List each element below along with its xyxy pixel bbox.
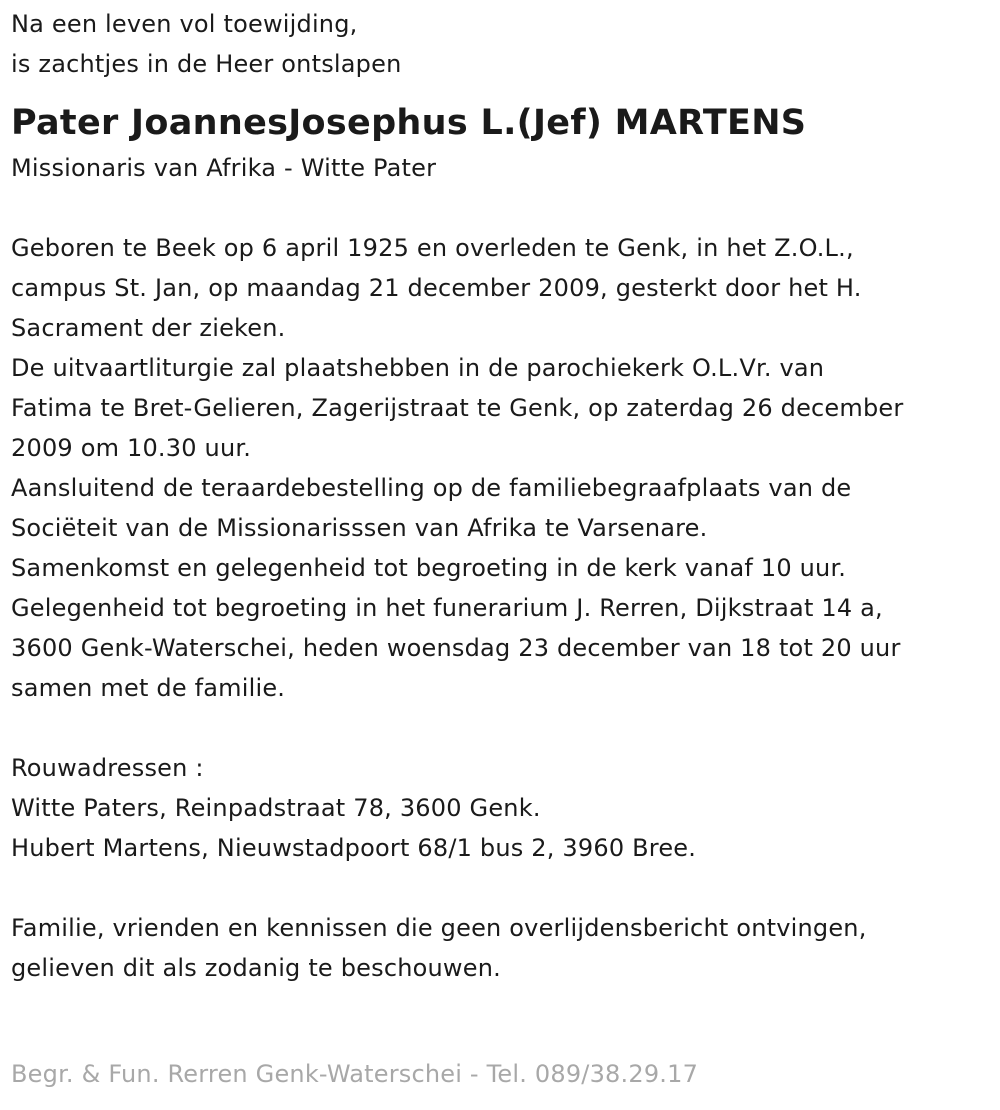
body-line: 2009 om 10.30 uur.: [11, 434, 252, 462]
addresses-heading: Rouwadressen :: [11, 754, 204, 782]
intro-line: Na een leven vol toewijding,: [11, 10, 358, 38]
body-line: Samenkomst en gelegenheid tot begroeting in de kerk vanaf 10 uur.: [11, 554, 847, 582]
spacer: [11, 708, 991, 748]
body-text: [11, 228, 991, 708]
intro-text: [11, 4, 991, 84]
intro-line: is zachtjes in de Heer ontslapen: [11, 50, 402, 78]
funeral-home-footer: Begr. & Fun. Rerren Genk-Waterschei - Tel. 089/38.29.17: [11, 1060, 699, 1088]
closing-line: Familie, vrienden en kennissen die geen overlijdensbericht ontvingen,: [11, 914, 867, 942]
body-line: De uitvaartliturgie zal plaatshebben in de parochiekerk O.L.Vr. van: [11, 354, 825, 382]
body-line: Fatima te Bret-Gelieren, Zagerijstraat te Genk, op zaterdag 26 december: [11, 394, 904, 422]
body-line: Geboren te Beek op 6 april 1925 en overleden te Genk, in het Z.O.L.,: [11, 234, 854, 262]
body-line: Sociëteit van de Missionarisssen van Afrika te Varsenare.: [11, 514, 708, 542]
body-line: campus St. Jan, op maandag 21 december 2009, gesterkt door het H.: [11, 274, 862, 302]
spacer: [11, 188, 991, 228]
deceased-name: Pater JoannesJosephus L.(Jef) MARTENS: [11, 103, 807, 143]
deceased-title: Missionaris van Afrika - Witte Pater: [11, 154, 437, 182]
spacer: [11, 868, 991, 908]
body-line: Sacrament der zieken.: [11, 314, 286, 342]
closing-text: [11, 908, 991, 988]
body-line: Aansluitend de teraardebestelling op de familiebegraafplaats van de: [11, 474, 852, 502]
body-line: Gelegenheid tot begroeting in het funerarium J. Rerren, Dijkstraat 14 a,: [11, 594, 883, 622]
addresses-section: [11, 748, 991, 868]
closing-line: gelieven dit als zodanig te beschouwen.: [11, 954, 501, 982]
body-line: 3600 Genk-Waterschei, heden woensdag 23 december van 18 tot 20 uur: [11, 634, 901, 662]
body-line: samen met de familie.: [11, 674, 286, 702]
address-item: Hubert Martens, Nieuwstadpoort 68/1 bus 2, 3960 Bree.: [11, 834, 697, 862]
obituary-notice: [11, 0, 991, 988]
address-item: Witte Paters, Reinpadstraat 78, 3600 Genk.: [11, 794, 541, 822]
